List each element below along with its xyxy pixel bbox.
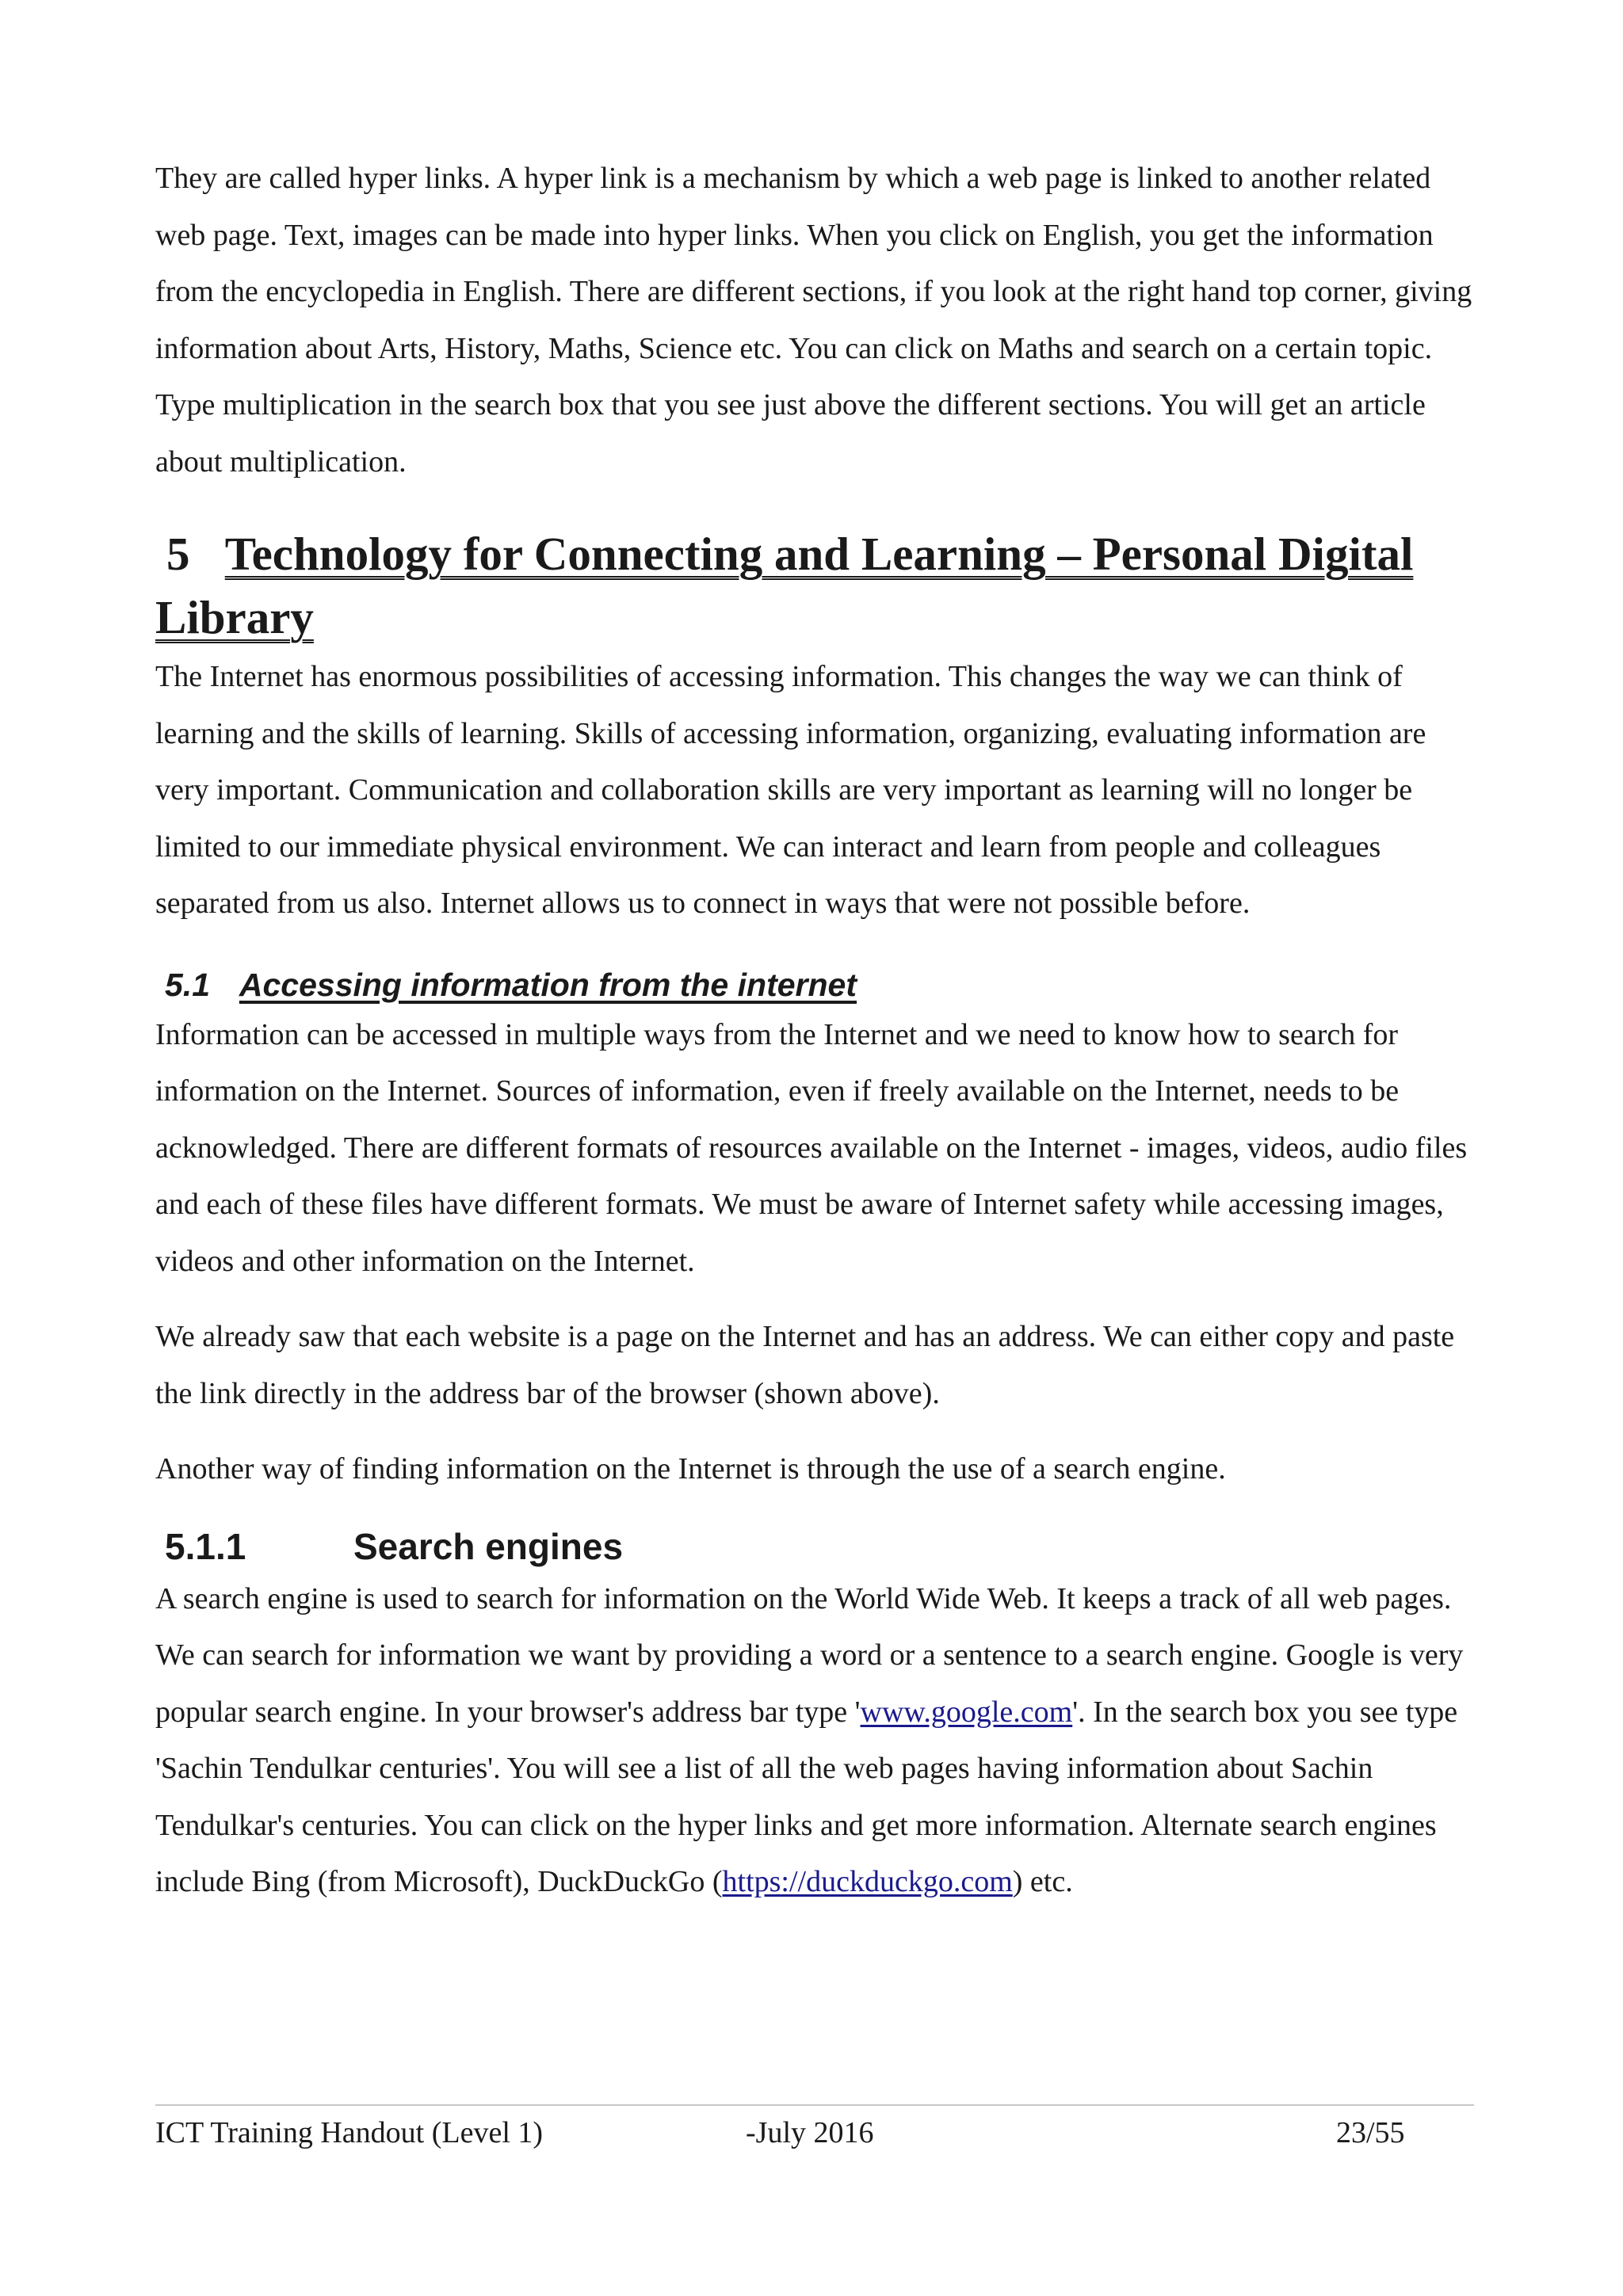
footer-title: ICT Training Handout (Level 1) (155, 2116, 544, 2149)
search-engines-text-c: ) etc. (1012, 1865, 1073, 1898)
section-5-title: Technology for Connecting and Learning – Personal Digital Library (155, 528, 1414, 643)
section-5-1-paragraph-3: Another way of finding information on the Internet is through the use of a search engine. (155, 1452, 1226, 1486)
section-5-paragraph: The Internet has enormous possibilities of accessing information. This changes the way we can think of learning and the skills of learning. Skills of accessing information, organizing, evaluating information are very important. Communication and collaboration skills are very important as learning will no longer be limited to our immediate physical environment. We can interact and learn from people and colleagues separated from us also. Internet allows us to connect in ways that were not possible before. (155, 660, 1426, 920)
section-5-1-1-number: 5.1.1 (165, 1525, 246, 1567)
google-link[interactable]: www.google.com (860, 1695, 1073, 1729)
section-5-1-1-heading (155, 1522, 1474, 1571)
footer-page-number: 23/55 (1336, 2116, 1405, 2149)
page-footer (155, 2104, 1474, 2161)
section-5-1-title: Accessing information from the internet (239, 966, 857, 1003)
search-engines-text-b: '. In the search box you see type 'Sachin Tendulkar centuries'. You will see a list of all the web pages having information about Sachin Tendulkar's centuries. You can click on the hyper links and get more information. Alternate search engines include Bing (from Microsoft), DuckDuckGo ( (155, 1695, 1458, 1898)
section-5-1-heading (155, 963, 1474, 1007)
section-5-heading (155, 522, 1474, 649)
footer-date: -July 2016 (746, 2116, 874, 2149)
section-5-1-1-title: Search engines (353, 1525, 624, 1567)
duckduckgo-link[interactable]: https://duckduckgo.com (722, 1865, 1013, 1898)
document-page (155, 151, 1474, 1911)
section-5-1-number: 5.1 (165, 966, 210, 1003)
intro-paragraph: They are called hyper links. A hyper link is a mechanism by which a web page is linked to another related web page. Text, images can be made into hyper links. When you click on English, you get the information from the encyclopedia in English. There are different sections, if you look at the right hand top corner, giving information about Arts, History, Maths, Science etc. You can click on Maths and search on a certain topic. Type multiplication in the search box that you see just above the different sections. You will get an article about multiplication. (155, 162, 1472, 479)
section-5-number: 5 (166, 528, 190, 580)
section-5-1-1-paragraph (155, 1571, 1474, 1911)
section-5-1-paragraph-2: We already saw that each website is a page on the Internet and has an address. We can either copy and paste the link directly in the address bar of the browser (shown above). (155, 1320, 1455, 1410)
search-engines-text-a: A search engine is used to search for information on the World Wide Web. It keeps a track of all web pages. We can search for information we want by providing a word or a sentence to a search engine. Google is very popular search engine. In your browser's address bar type ' (155, 1581, 1464, 1729)
section-5-1-paragraph-1: Information can be accessed in multiple ways from the Internet and we need to know how to search for information on the Internet. Sources of information, even if freely available on the Internet, needs to be acknowledged. There are different formats of resources available on the Internet - images, videos, audio files and each of these files have different formats. We must be aware of Internet safety while accessing images, videos and other information on the Internet. (155, 1017, 1468, 1278)
